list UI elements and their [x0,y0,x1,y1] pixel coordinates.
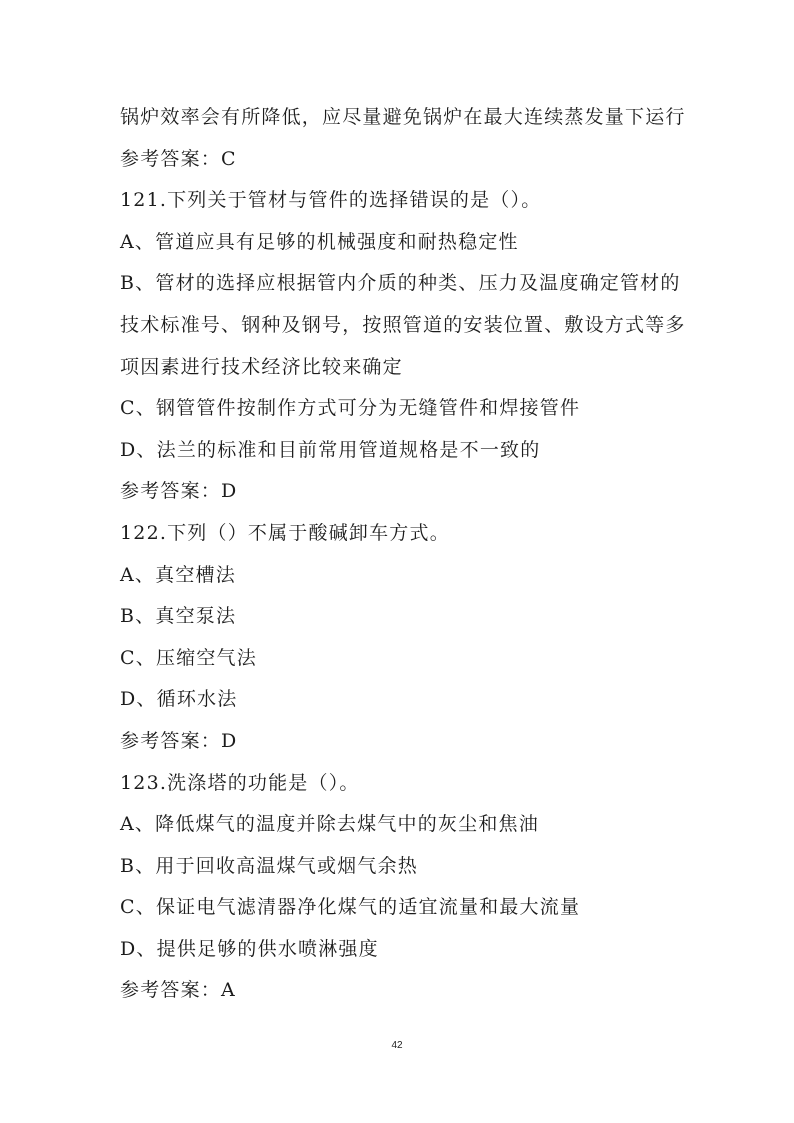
page-number: 42 [391,1040,403,1051]
question-123: 123.洗涤塔的功能是（）。 [120,771,360,794]
question-121: 121.下列关于管材与管件的选择错误的是（）。 [120,189,542,212]
question-122: 122.下列（）不属于酸碱卸车方式。 [120,521,450,544]
document-body [120,97,686,1012]
option-b-continued: 项因素进行技术经济比较来确定 [120,355,403,378]
option-b: B、管材的选择应根据管内介质的种类、压力及温度确定管材的 [120,272,681,295]
option-b: B、用于回收高温煤气或烟气余热 [120,854,418,877]
option-d: D、法兰的标准和目前常用管道规格是不一致的 [120,438,541,461]
option-a: A、管道应具有足够的机械强度和耐热稳定性 [120,230,519,253]
option-d: D、提供足够的供水喷淋强度 [120,937,379,960]
answer-line: 参考答案：D [120,480,238,503]
option-a: A、真空槽法 [120,563,236,586]
option-c: C、保证电气滤清器净化煤气的适宜流量和最大流量 [120,896,581,919]
answer-line: 参考答案：A [120,979,236,1002]
option-d: D、循环水法 [120,688,238,711]
option-c: C、压缩空气法 [120,646,257,669]
text-line-continuation: 锅炉效率会有所降低，应尽量避免锅炉在最大连续蒸发量下运行 [120,106,686,128]
option-b-continued: 技术标准号、钢种及钢号，按照管道的安装位置、敷设方式等多 [120,313,686,336]
answer-line: 参考答案：D [120,729,238,752]
option-b: B、真空泵法 [120,605,237,628]
option-a: A、降低煤气的温度并除去煤气中的灰尘和焦油 [120,813,539,836]
answer-line: 参考答案：C [120,147,237,170]
option-c: C、钢管管件按制作方式可分为无缝管件和焊接管件 [120,397,581,420]
